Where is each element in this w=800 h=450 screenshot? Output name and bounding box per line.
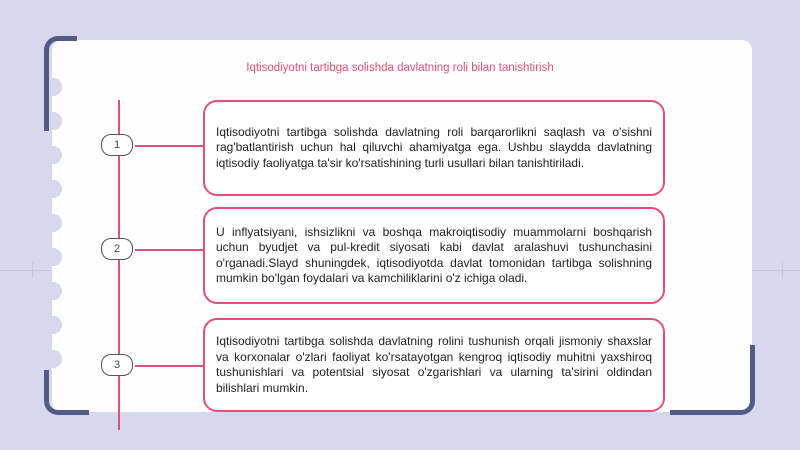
frame-bracket-top-left (44, 36, 77, 131)
frame-bracket-bottom-left (44, 370, 89, 415)
step-text-box (203, 207, 665, 304)
guide-tick (782, 262, 783, 278)
step-text-box (203, 100, 665, 196)
step-text-box (203, 318, 665, 412)
punch-hole (44, 146, 62, 164)
step-number-badge: 1 (101, 134, 133, 156)
step-text: U inflyatsiyani, ishsizlikni va boshqa makroiqtisodiy muammolarni boshqarish uchun byudjet va pul-kredit siyosati kabi davlat aralashuvi tushunchasini o'rganadi.Slayd shuningdek, iqtisodiyotda davlat tomonidan tartibga solishning mumkin bo'lgan foydalari va kamchiliklarini o'z ichiga oladi. (216, 224, 652, 285)
step-text: Iqtisodiyotni tartibga solishda davlatning roli barqarorlikni saqlash va o'sishni rag'batlantirish uchun hal qiluvchi ahamiyatga ega. Ushbu slaydda davlatning iqtisodiy faoliyatga ta'sir ko'rsatishining turli usullari bilan tanishtiriladi. (216, 124, 652, 170)
punch-hole (44, 350, 62, 368)
punch-hole (44, 316, 62, 334)
step-number-badge: 2 (101, 238, 133, 260)
timeline-connector (135, 365, 205, 367)
timeline-connector (135, 145, 205, 147)
frame-bracket-bottom-right (670, 345, 755, 415)
punch-hole (44, 214, 62, 232)
step-number-badge: 3 (101, 354, 133, 376)
punch-hole (44, 248, 62, 266)
step-text: Iqtisodiyotni tartibga solishda davlatning rolini tushunish orqali jismoniy shaxslar va korxonalar o'zlari faoliyat ko'rsatayotgan kengroq iqtisodiy muhitni yaxshiroq tushunishlari va potentsial siyosat o'zgarishlari va ularning ta'sirini oldindan bilishlari mumkin. (216, 334, 652, 395)
timeline-connector (135, 249, 205, 251)
guide-tick (32, 262, 33, 278)
punch-hole (44, 282, 62, 300)
guide-line-right (752, 270, 800, 271)
punch-hole (44, 180, 62, 198)
slide-title: Iqtisodiyotni tartibga solishda davlatning roli bilan tanishtirish (246, 62, 554, 74)
